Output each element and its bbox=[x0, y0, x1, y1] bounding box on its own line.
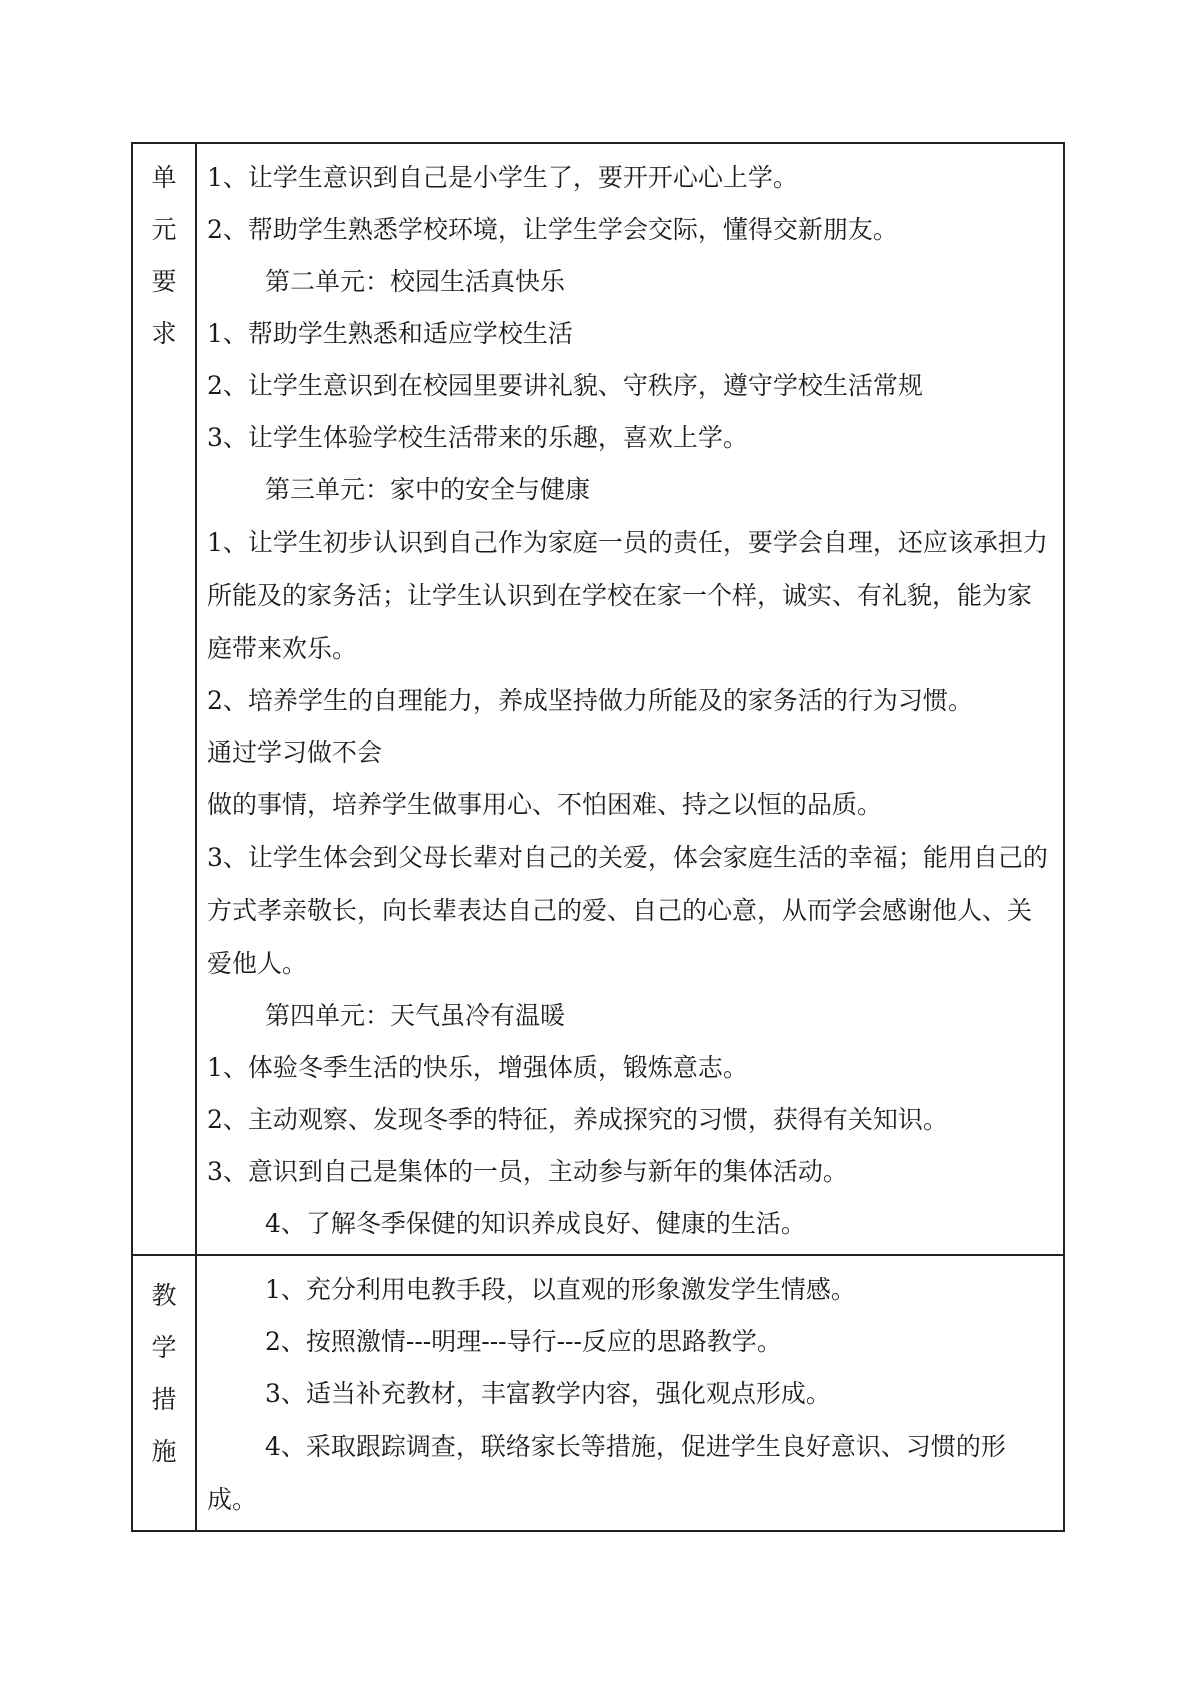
row-label-char: 教 bbox=[151, 1281, 177, 1310]
content-line: 3、让学生体验学校生活带来的乐趣，喜欢上学。 bbox=[207, 423, 748, 452]
content-line: 2、按照激情---明理---导行---反应的思路教学。 bbox=[265, 1327, 782, 1356]
unit-heading: 第二单元：校园生活真快乐 bbox=[265, 267, 566, 296]
row-label-unit-requirements bbox=[132, 143, 196, 1255]
plan-table bbox=[131, 142, 1065, 1532]
row-label-char: 施 bbox=[151, 1437, 177, 1466]
teaching-measures-content bbox=[196, 1255, 1064, 1531]
content-line: 1、让学生意识到自己是小学生了，要开开心心上学。 bbox=[207, 163, 798, 192]
unit-requirements-row bbox=[132, 143, 1064, 1255]
content-line: 2、让学生意识到在校园里要讲礼貌、守秩序，遵守学校生活常规 bbox=[207, 371, 923, 400]
row-label-char: 单 bbox=[151, 163, 177, 192]
content-line: 2、培养学生的自理能力，养成坚持做力所能及的家务活的行为习惯。 bbox=[207, 686, 973, 715]
content-line: 做的事情，培养学生做事用心、不怕困难、持之以恒的品质。 bbox=[207, 790, 883, 819]
content-line: 2、主动观察、发现冬季的特征，养成探究的习惯，获得有关知识。 bbox=[207, 1105, 948, 1134]
content-line: 3、意识到自己是集体的一员，主动参与新年的集体活动。 bbox=[207, 1157, 848, 1186]
content-line: 3、适当补充教材，丰富教学内容，强化观点形成。 bbox=[265, 1379, 831, 1408]
row-label-char: 措 bbox=[151, 1385, 177, 1414]
unit-heading: 第四单元：天气虽冷有温暖 bbox=[265, 1001, 566, 1030]
content-line: 通过学习做不会 bbox=[207, 738, 383, 767]
content-paragraph: 4、采取跟踪调查，联络家长等措施，促进学生良好意识、习惯的形成。 bbox=[207, 1432, 1006, 1514]
content-paragraph: 3、让学生体会到父母长辈对自己的关爱，体会家庭生活的幸福；能用自己的方式孝亲敬长，向长辈表达自己的爱、自己的心意，从而学会感谢他人、关爱他人。 bbox=[207, 843, 1048, 978]
content-line: 1、体验冬季生活的快乐，增强体质，锻炼意志。 bbox=[207, 1053, 748, 1082]
row-label-char: 元 bbox=[151, 215, 177, 244]
row-label-char: 要 bbox=[151, 267, 177, 296]
content-line: 4、了解冬季保健的知识养成良好、健康的生活。 bbox=[265, 1209, 806, 1238]
row-label-char: 求 bbox=[151, 319, 177, 348]
row-label-char: 学 bbox=[151, 1333, 177, 1362]
content-line: 1、充分利用电教手段，以直观的形象激发学生情感。 bbox=[265, 1275, 856, 1304]
content-paragraph: 1、让学生初步认识到自己作为家庭一员的责任，要学会自理，还应该承担力所能及的家务活；让学生认识到在学校在家一个样，诚实、有礼貌，能为家庭带来欢乐。 bbox=[207, 528, 1048, 663]
teaching-measures-row bbox=[132, 1255, 1064, 1531]
unit-requirements-content bbox=[196, 143, 1064, 1255]
row-label-teaching-measures bbox=[132, 1255, 196, 1531]
unit-heading: 第三单元：家中的安全与健康 bbox=[265, 475, 591, 504]
content-line: 1、帮助学生熟悉和适应学校生活 bbox=[207, 319, 573, 348]
content-line: 2、帮助学生熟悉学校环境，让学生学会交际，懂得交新朋友。 bbox=[207, 215, 898, 244]
